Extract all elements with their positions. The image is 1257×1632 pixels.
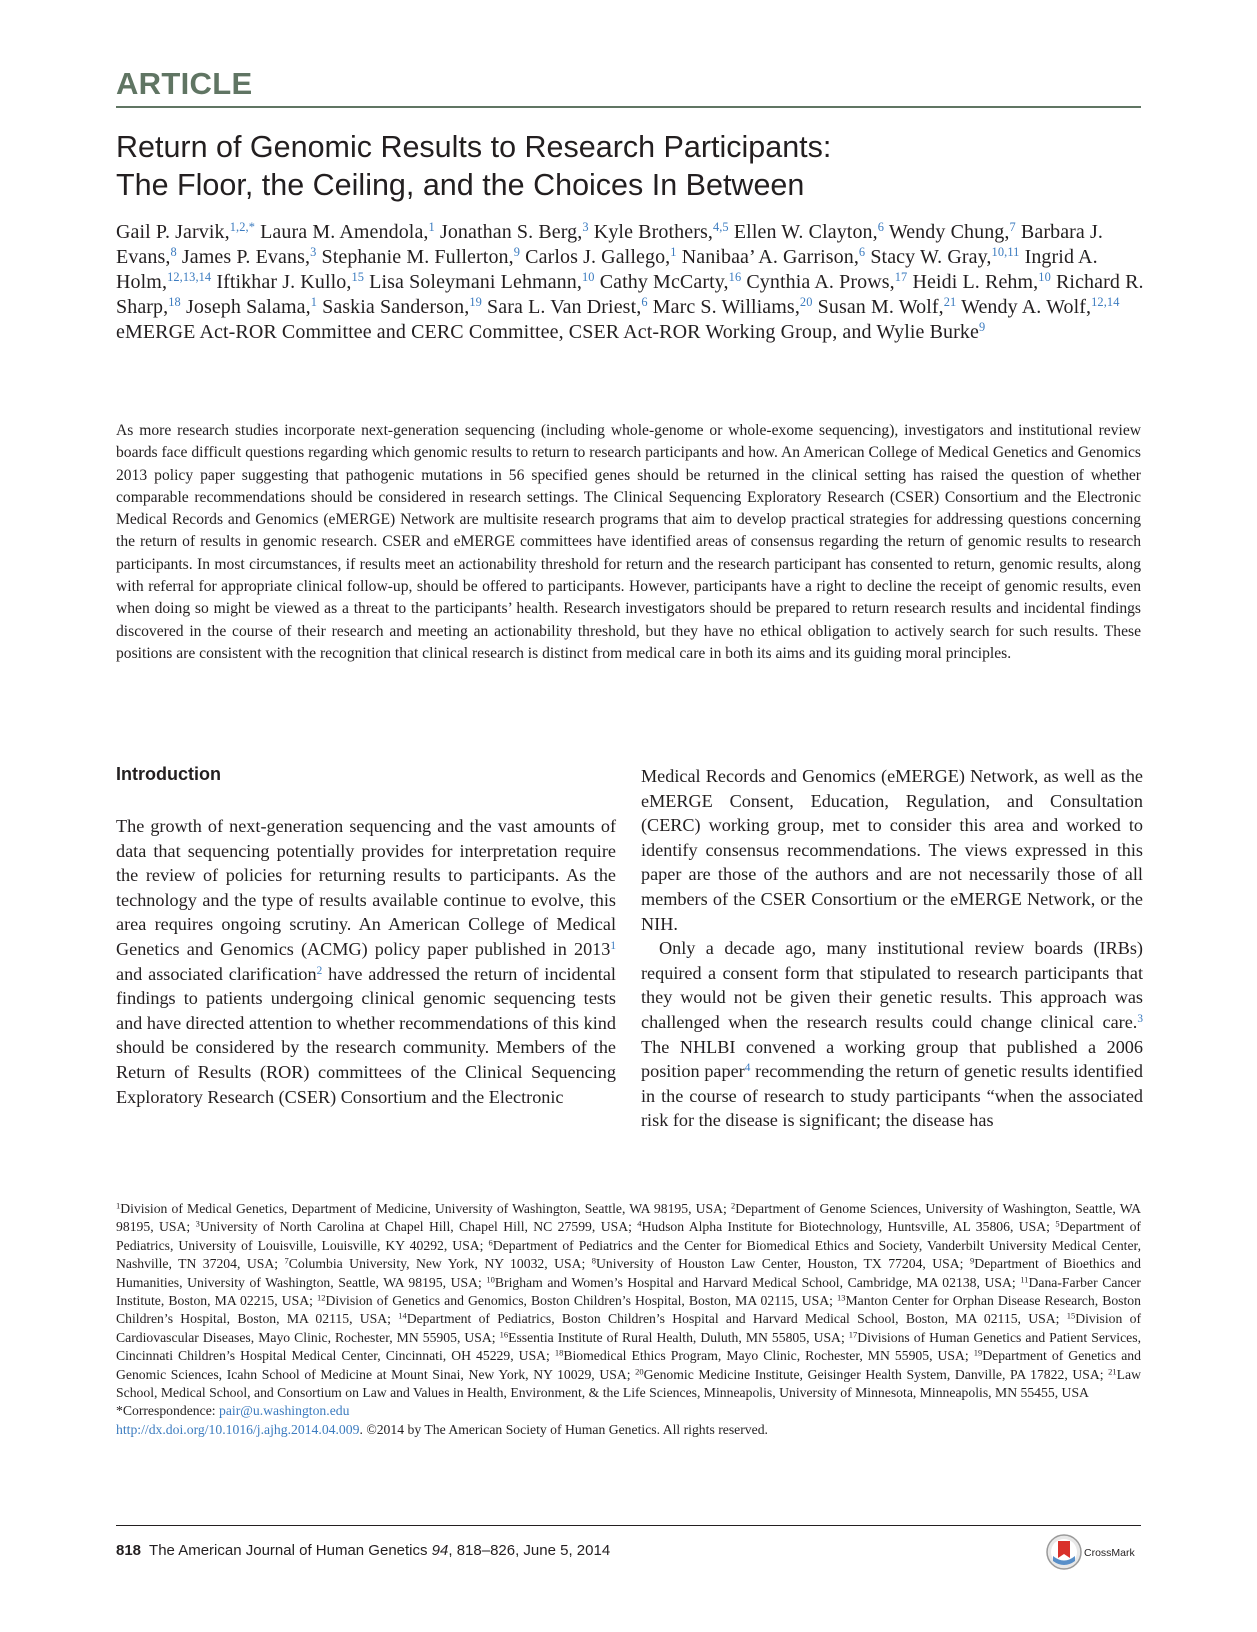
introduction-heading: Introduction: [116, 764, 221, 784]
author: [594, 221, 729, 243]
author: [186, 296, 317, 318]
affiliation-text: Division of Genetics and Genomics, Boston Children’s Hospital, Boston, MA 02115, USA;: [325, 1293, 838, 1309]
page-number: 818: [116, 1542, 142, 1559]
author-name: Carlos J. Gallego,: [525, 246, 671, 268]
author-name: Gail P. Jarvik,: [116, 221, 230, 243]
affiliation-text: Manton Center for Orphan Disease Research, Boston Children’s Hospital, Boston, MA 02115, USA;: [116, 1293, 1141, 1327]
reference-link[interactable]: 4: [744, 1061, 751, 1074]
journal-name: The American Journal of Human Genetics: [149, 1542, 432, 1559]
title-line-2: The Floor, the Ceiling, and the Choices In Between: [116, 168, 805, 202]
author: [746, 271, 907, 293]
author-affiliation-ref[interactable]: 20: [799, 295, 813, 310]
author-affiliation-ref[interactable]: 9: [513, 245, 521, 260]
author-name: Cathy McCarty,: [599, 271, 729, 293]
correspondence: *Correspondence: pair@u.washington.edu: [116, 1403, 350, 1419]
author-name: Stephanie M. Fullerton,: [321, 246, 514, 268]
introduction-paragraph-2: Only a decade ago, many institutional review boards (IRBs) required a consent form that stipulated to research participants that they would not be given their genetic results. This approach was challenged when the research results could change clinical care.$^3$ The NHLBI convened a working group that published a 2006 position paper$^4$ recommending the return of genetic results identified in the course of research to study participants “when the associated risk for the disease is significant; the disease has: [641, 938, 1143, 1131]
header-rule: [116, 106, 1141, 108]
affiliation-number: 2: [730, 1200, 736, 1211]
affiliation-text: Department of Pediatrics and the Center for Biomedical Ethics and Society, Vanderbilt University Medical Center, Nashville, TN 37204, USA;: [116, 1237, 1141, 1272]
journal-pages-date: , 818–826, June 5, 2014: [448, 1542, 611, 1559]
author-name: Laura M. Amendola,: [260, 221, 429, 243]
author: [653, 296, 813, 318]
author-affiliation-ref[interactable]: 1: [310, 295, 317, 310]
author-affiliation-ref[interactable]: 10: [581, 270, 595, 285]
author-affiliation-ref[interactable]: 10,11: [991, 245, 1020, 260]
author-name: Wendy A. Wolf,: [961, 296, 1092, 318]
affiliation-number: 14: [398, 1310, 407, 1321]
author-name: Joseph Salama,: [185, 296, 311, 318]
affiliations-footnote: [116, 1200, 1141, 1439]
page-footer: [116, 1542, 610, 1559]
affiliation-number: 6: [488, 1237, 493, 1248]
affiliation-text: Biomedical Ethics Program, Mayo Clinic, Rochester, MN 55905, USA;: [563, 1348, 974, 1364]
affiliation-number: 16: [499, 1329, 509, 1340]
affiliation-number: 4: [637, 1218, 642, 1229]
author-name: James P. Evans,: [181, 246, 311, 268]
author: [682, 246, 866, 268]
author-list: [116, 220, 1146, 345]
author-name: Stacy W. Gray,: [870, 246, 992, 268]
affiliation-number: 21: [1108, 1366, 1117, 1376]
affiliation-text: Department of Genome Sciences, University of Washington, Seattle, WA 98195, USA;: [116, 1201, 1141, 1235]
section-label: ARTICLE: [116, 66, 253, 101]
affiliation-text: Essentia Institute of Rural Health, Duluth, MN 55805, USA;: [508, 1329, 849, 1345]
author-affiliation-ref[interactable]: 6: [858, 245, 866, 260]
doi-link[interactable]: http://dx.doi.org/10.1016/j.ajhg.2014.04.009: [116, 1421, 360, 1437]
affiliation-number: 18: [554, 1347, 564, 1358]
author-affiliation-ref[interactable]: 18: [168, 295, 181, 310]
affiliation-text: Department of Genetics and Genomic Sciences, Icahn School of Medicine at Mount Sinai, New York, NY 10029, USA;: [116, 1348, 1141, 1382]
abstract: As more research studies incorporate next-generation sequencing (including whole-genome or whole-exome sequencing), investigators and institutional review boards face difficult questions regarding which genomic results to return to research participants and how. An American College of Medical Genetics and Genomics 2013 policy paper suggesting that pathogenic mutations in 56 specified genes should be returned in the clinical setting has raised the question of whether comparable recommendations should be considered in research settings. The Clinical Sequencing Exploratory Research (CSER) Consortium and the Electronic Medical Records and Genomics (eMERGE) Network are multisite research programs that aim to develop practical strategies for addressing questions concerning the return of results in genomic research. CSER and eMERGE committees have identified areas of consensus regarding the return of genomic results to research participants. In most circumstances, if results meet an actionability threshold for return and the research participant has consented to return, genomic results, along with referral for appropriate clinical follow-up, should be offered to participants. However, participants have a right to decline the receipt of genomic results, even when doing so might be viewed as a threat to the participants’ health. Research investigators should be prepared to return research results and incidental findings discovered in the course of their research and meeting an actionability threshold, but they have no ethical obligation to actively search for such results. These positions are consistent with the recognition that clinical research is distinct from medical care in both its aims and its guiding moral principles.: [116, 422, 1141, 662]
affiliation-number: 8: [591, 1255, 597, 1266]
author-affiliation-ref[interactable]: 9: [978, 320, 986, 335]
author: [440, 221, 589, 243]
author-affiliation-ref[interactable]: 1: [428, 220, 435, 235]
author-affiliation-ref[interactable]: 8: [170, 245, 177, 260]
article-title: [116, 128, 1146, 204]
author: [525, 246, 676, 268]
affiliation-number: 7: [284, 1255, 289, 1266]
affiliation-number: 17: [848, 1329, 858, 1340]
affiliation-text: Divisions of Human Genetics and Patient Services, Cincinnati Children’s Hospital Medical Center, Cincinnati, OH 45229, USA;: [116, 1329, 1141, 1364]
author-name: Kyle Brothers,: [593, 221, 713, 243]
affiliation-number: 10: [486, 1273, 495, 1284]
author-affiliation-ref[interactable]: 1,2,*: [229, 220, 255, 235]
reference-link[interactable]: 2: [316, 964, 323, 977]
author: [216, 271, 364, 293]
affiliation-number: 15: [1066, 1310, 1076, 1321]
affiliation-number: 11: [1020, 1273, 1029, 1284]
author: [369, 271, 594, 293]
reference-link[interactable]: 1: [610, 939, 616, 952]
reference-link[interactable]: 3: [1137, 1012, 1143, 1025]
affiliation-number: 20: [635, 1366, 644, 1376]
title-line-1: Return of Genomic Results to Research Participants:: [116, 130, 832, 164]
introduction-paragraph-1: The growth of next-generation sequencing and the vast amounts of data that sequencing potentially provides for interpretation require the review of policies for returning results to participants. As the technology and the type of results available continue to evolve, this area requires ongoing scrutiny. An American College of Medical Genetics and Genomics (ACMG) policy paper published in 2013$^1$ and associated clarification$^2$ have addressed the return of incidental findings to patients undergoing clinical genomic sequencing tests and have directed attention to whether recommendations of this kind should be considered by the research community. Members of the Return of Results (ROR) committees of the Clinical Sequencing Exploratory Research (CSER) Consortium and the Electronic: [116, 816, 616, 1107]
author-name: eMERGE Act-ROR Committee and CERC Committee, CSER Act-ROR Working Group, and Wylie Burke: [116, 321, 979, 343]
author-name: Barbara J. Evans,: [116, 221, 1103, 268]
affiliation-number: 3: [195, 1218, 200, 1229]
author: [182, 246, 316, 268]
author-affiliation-ref[interactable]: 1: [670, 245, 677, 260]
author-affiliation-ref[interactable]: 3: [310, 245, 317, 260]
affiliation-text: Department of Bioethics and Humanities, University of Washington, Seattle, WA 98195, USA;: [116, 1256, 1141, 1290]
author-affiliation-ref[interactable]: 6: [641, 295, 648, 310]
correspondence-email-link[interactable]: pair@u.washington.edu: [219, 1403, 350, 1419]
author-name: Nanibaa’ A. Garrison,: [681, 246, 859, 268]
crossmark-icon: [1046, 1534, 1082, 1570]
introduction-column-right: [641, 764, 1143, 1133]
author-affiliation-ref[interactable]: 15: [351, 270, 365, 285]
author-name: Lisa Soleymani Lehmann,: [369, 271, 582, 293]
author-name: Cynthia A. Prows,: [746, 271, 895, 293]
affiliation-text: Columbia University, New York, NY 10032, USA;: [288, 1256, 592, 1272]
affiliation-text: Hudson Alpha Institute for Biotechnology, Huntsville, AL 35806, USA;: [641, 1219, 1056, 1235]
author-affiliation-ref[interactable]: 7: [1009, 220, 1016, 235]
author: [600, 271, 742, 293]
author-affiliation-ref[interactable]: 16: [728, 270, 742, 285]
author: [260, 221, 435, 243]
author: [818, 296, 957, 318]
author-affiliation-ref[interactable]: 12,13,14: [167, 270, 212, 285]
author: [870, 246, 1019, 268]
introduction-paragraph-1-continued: Medical Records and Genomics (eMERGE) Network, as well as the eMERGE Consent, Education, Regulation, and Consultation (CERC) working group, met to consider this area and worked to identify consensus recommendations. The views expressed in this paper are those of the authors and are not necessarily those of all members of the CSER Consortium or the eMERGE Network, or the NIH.: [641, 766, 1143, 934]
author: [487, 296, 648, 318]
affiliation-text: Division of Cardiovascular Diseases, Mayo Clinic, Rochester, MN 55905, USA;: [116, 1311, 1142, 1345]
author-affiliation-ref[interactable]: 12,14: [1091, 295, 1120, 310]
author-name: Ingrid A. Holm,: [116, 246, 1098, 293]
doi-line: http://dx.doi.org/10.1016/j.ajhg.2014.04.009. ©2014 by The American Society of Human Genetics. All rights reserved.: [116, 1421, 768, 1437]
journal-volume: 94: [431, 1542, 449, 1559]
author-affiliation-ref[interactable]: 6: [877, 220, 885, 235]
author: [322, 296, 482, 318]
author-name: Saskia Sanderson,: [322, 296, 470, 318]
crossmark-label: CrossMark: [1084, 1547, 1135, 1559]
affiliation-list: [116, 1200, 1141, 1402]
author-name: Heidi L. Rehm,: [912, 271, 1039, 293]
affiliation-text: Department of Pediatrics, Boston Children’s Hospital and Harvard Medical School, Boston, MA 02115, USA;: [406, 1311, 1067, 1327]
footer-rule: [116, 1525, 1141, 1526]
author-name: Susan M. Wolf,: [817, 296, 944, 318]
author-name: Richard R. Sharp,: [116, 271, 1144, 318]
author-affiliation-ref[interactable]: 4,5: [712, 220, 729, 235]
affiliation-number: 5: [1055, 1218, 1060, 1229]
author: [961, 296, 1119, 318]
author-name: Wendy Chung,: [888, 221, 1010, 243]
author-affiliation-ref[interactable]: 3: [582, 220, 589, 235]
affiliation-text: University of Houston Law Center, Houston, TX 77204, USA;: [596, 1256, 970, 1272]
affiliation-text: Department of Pediatrics, University of Louisville, Louisville, KY 40292, USA;: [116, 1219, 1141, 1253]
author-name: Sara L. Van Driest,: [487, 296, 642, 318]
affiliation-number: 12: [317, 1292, 326, 1303]
author-name: Marc S. Williams,: [652, 296, 800, 318]
author-name: Iftikhar J. Kullo,: [216, 271, 352, 293]
affiliation-text: Brigham and Women’s Hospital and Harvard Medical School, Cambridge, MA 02138, USA;: [494, 1274, 1021, 1290]
affiliation-number: 9: [969, 1255, 975, 1266]
crossmark-badge[interactable]: [1046, 1534, 1146, 1574]
author: [912, 271, 1050, 293]
author: [116, 321, 985, 343]
affiliation-text: Dana-Farber Cancer Institute, Boston, MA 02215, USA;: [116, 1274, 1141, 1309]
author: [116, 221, 255, 243]
affiliation-number: 19: [973, 1347, 983, 1358]
author: [734, 221, 884, 243]
affiliation-text: University of North Carolina at Chapel Hill, Chapel Hill, NC 27599, USA;: [199, 1219, 638, 1235]
introduction-column-left: [116, 814, 616, 1109]
affiliation-text: Division of Medical Genetics, Department of Medicine, University of Washington, Seattle, WA 98195, USA;: [120, 1201, 731, 1216]
author-affiliation-ref[interactable]: 21: [943, 295, 957, 310]
affiliation-number: 1: [116, 1200, 121, 1211]
author: [321, 246, 520, 268]
affiliation-number: 13: [837, 1292, 846, 1303]
author-name: Ellen W. Clayton,: [733, 221, 878, 243]
author: [889, 221, 1016, 243]
affiliation-text: Law School, Medical School, and Consortium on Law and Values in Health, Environment, & the Life Sciences, Minneapolis, University of Minnesota, Minneapolis, MN 55455, USA: [116, 1366, 1141, 1401]
author-name: Jonathan S. Berg,: [439, 221, 583, 243]
author-affiliation-ref[interactable]: 19: [469, 295, 482, 310]
affiliation-text: Genomic Medicine Institute, Geisinger Health System, Danville, PA 17822, USA;: [643, 1366, 1109, 1382]
author-affiliation-ref[interactable]: 10: [1038, 270, 1051, 285]
author-affiliation-ref[interactable]: 17: [894, 270, 908, 285]
